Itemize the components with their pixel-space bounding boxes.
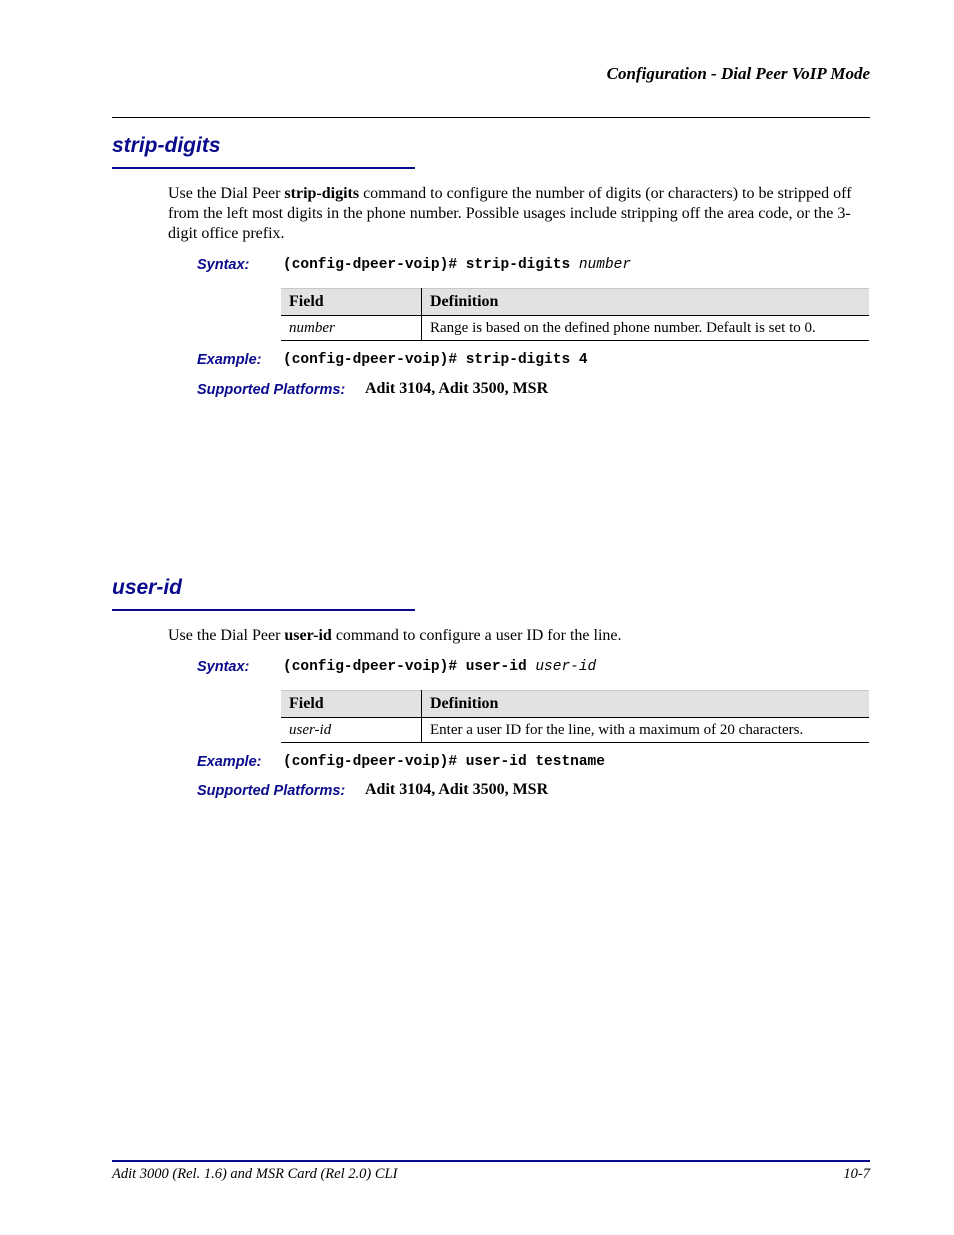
section-underline [112, 609, 415, 611]
header-divider [112, 117, 870, 118]
example-label: Example: [197, 352, 262, 368]
footer-divider [112, 1160, 870, 1162]
intro-text: Use the Dial Peer [168, 185, 285, 202]
example-command: (config-dpeer-voip)# user-id testname [283, 754, 605, 770]
platforms-label: Supported Platforms: [197, 783, 346, 799]
table-cell-field: user-id [281, 718, 422, 743]
section-underline [112, 167, 415, 169]
syntax-cmd-text: (config-dpeer-voip)# user-id [283, 659, 536, 675]
table-header-row [281, 691, 869, 718]
table-header-definition: Definition [422, 289, 870, 316]
syntax-label: Syntax: [197, 659, 250, 675]
table-row [281, 718, 869, 743]
platforms-value: Adit 3104, Adit 3500, MSR [365, 380, 549, 397]
definition-table [281, 690, 869, 743]
syntax-arg: number [578, 257, 632, 273]
table-header-field: Field [281, 289, 422, 316]
table-header-definition: Definition [422, 691, 870, 718]
syntax-command [283, 257, 631, 273]
example-command: (config-dpeer-voip)# strip-digits 4 [283, 352, 588, 368]
example-label: Example: [197, 754, 262, 770]
intro-text: Use the Dial Peer [168, 627, 285, 644]
syntax-label: Syntax: [197, 257, 250, 273]
table-cell-field: number [281, 316, 422, 341]
section-title-user-id: user-id [112, 576, 183, 599]
page-header-title: Configuration - Dial Peer VoIP Mode [606, 64, 870, 83]
table-header-row [281, 289, 869, 316]
syntax-cmd-text: (config-dpeer-voip)# strip-digits [283, 257, 579, 273]
command-name: user-id [284, 627, 332, 644]
section-intro [168, 626, 873, 646]
platforms-value: Adit 3104, Adit 3500, MSR [365, 781, 549, 798]
table-cell-definition: Range is based on the defined phone number. Default is set to 0. [422, 316, 870, 341]
syntax-command [283, 659, 596, 675]
page-number: 10-7 [843, 1166, 870, 1182]
intro-text: command to configure a user ID for the line. [331, 627, 622, 644]
section-title-strip-digits: strip-digits [112, 134, 221, 157]
syntax-arg: user-id [535, 659, 597, 675]
platforms-label: Supported Platforms: [197, 382, 346, 398]
table-cell-definition: Enter a user ID for the line, with a maximum of 20 characters. [422, 718, 870, 743]
table-row [281, 316, 869, 341]
table-header-field: Field [281, 691, 422, 718]
section-intro [168, 184, 873, 244]
definition-table [281, 288, 869, 341]
intro-text: command to configure the number of digits (or characters) to be stripped off from the left most digits in the phone number. Possible usages include stripping off the area code, or the 3-digit office prefix. [168, 185, 852, 242]
footer-document-title: Adit 3000 (Rel. 1.6) and MSR Card (Rel 2.0) CLI [112, 1166, 398, 1182]
command-name: strip-digits [284, 185, 360, 202]
